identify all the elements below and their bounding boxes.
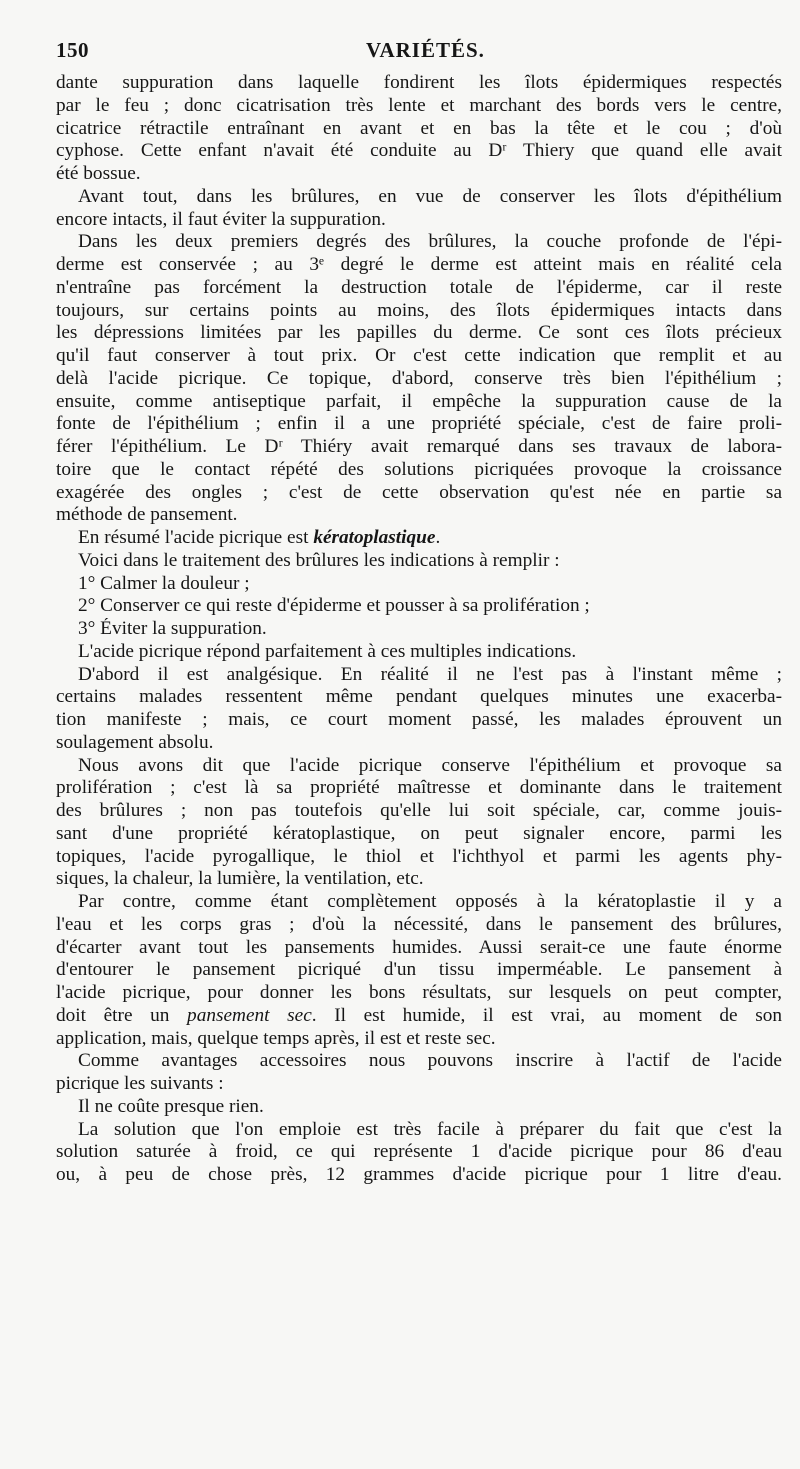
text-line: siques, la chaleur, la lumière, la ventilation, etc. bbox=[56, 868, 424, 890]
text-line: par le feu ; donc cicatrisation très lente et marchant des bords vers le centre, bbox=[56, 94, 782, 116]
body-text bbox=[56, 72, 782, 1187]
list-item: 2° Conserver ce qui reste d'épiderme et pousser à sa prolifération ; bbox=[78, 595, 590, 617]
text-segment: . Il est humide, il est vrai, au moment de son bbox=[311, 1004, 782, 1026]
emphasized-term: pansement sec bbox=[187, 1004, 312, 1026]
text-line: n'entraîne pas forcément la destruction totale de l'épiderme, car il reste bbox=[56, 276, 782, 298]
text-line: derme est conservée ; au 3ᵉ degré le derme est atteint mais en réalité cela bbox=[56, 254, 782, 275]
text-line: ou, à peu de chose près, 12 grammes d'acide picrique pour 1 litre d'eau. bbox=[56, 1164, 782, 1185]
text-line: Dans les deux premiers degrés des brûlures, la couche profonde de l'épi- bbox=[78, 231, 782, 253]
text-segment: . bbox=[435, 527, 441, 548]
text-line: les dépressions limitées par les papilles du derme. Ce sont ces îlots précieux bbox=[56, 322, 782, 344]
text-line-with-emphasis bbox=[56, 1005, 782, 1028]
list-item: 1° Calmer la douleur ; bbox=[78, 572, 250, 594]
text-line: fonte de l'épithélium ; enfin il a une propriété spéciale, c'est de faire proli- bbox=[56, 413, 782, 435]
text-line: cyphose. Cette enfant n'avait été conduite au Dʳ Thiery que quand elle avait bbox=[56, 140, 782, 162]
text-line: La solution que l'on emploie est très facile à préparer du fait que c'est la bbox=[78, 1118, 782, 1140]
text-line: delà l'acide picrique. Ce topique, d'abord, conserve très bien l'épithélium ; bbox=[56, 367, 782, 389]
text-line: Voici dans le traitement des brûlures les indications à remplir : bbox=[78, 549, 560, 571]
text-line: d'écarter avant tout les pansements humides. Aussi serait-ce une faute énorme bbox=[56, 936, 782, 958]
text-line: prolifération ; c'est là sa propriété maîtresse et dominante dans le traitement bbox=[56, 777, 782, 799]
text-line: Comme avantages accessoires nous pouvons inscrire à l'actif de l'acide bbox=[78, 1050, 782, 1072]
text-line: l'acide picrique, pour donner les bons résultats, sur lesquels on peut compter, bbox=[56, 982, 782, 1003]
text-line: Nous avons dit que l'acide picrique conserve l'épithélium et provoque sa bbox=[78, 754, 782, 776]
text-line: exagérée des ongles ; c'est de cette observation qu'est née en partie sa bbox=[56, 481, 782, 503]
text-line: été bossue. bbox=[56, 163, 141, 184]
text-line: cicatrice rétractile entraînant en avant et en bas la tête et le cou ; d'où bbox=[56, 117, 782, 139]
text-line: certains malades ressentent même pendant quelques minutes une exacerba- bbox=[56, 686, 782, 708]
list-item: 3° Éviter la suppuration. bbox=[78, 618, 267, 639]
text-line: toujours, sur certains points au moins, des îlots épidermiques intacts dans bbox=[56, 299, 782, 321]
text-line: l'eau et les corps gras ; d'où la nécessité, dans le pansement des brûlures, bbox=[56, 913, 782, 935]
text-line: L'acide picrique répond parfaitement à ces multiples indications. bbox=[78, 640, 577, 662]
text-segment: doit être un bbox=[56, 1004, 170, 1026]
text-line: topiques, l'acide pyrogallique, le thiol et l'ichthyol et parmi les agents phy- bbox=[56, 845, 782, 867]
text-line: toire que le contact répété des solutions picriquées provoque la croissance bbox=[56, 458, 782, 480]
text-line: application, mais, quelque temps après, il est et reste sec. bbox=[56, 1027, 496, 1049]
text-line: encore intacts, il faut éviter la suppuration. bbox=[56, 208, 386, 230]
text-line: solution saturée à froid, ce qui représente 1 d'acide picrique pour 86 d'eau bbox=[56, 1141, 782, 1163]
text-line: dante suppuration dans laquelle fondirent les îlots épidermiques respectés bbox=[56, 72, 782, 93]
text-line: férer l'épithélium. Le Dʳ Thiéry avait remarqué dans ses travaux de labora- bbox=[56, 436, 782, 457]
text-line: tion manifeste ; mais, ce court moment passé, les malades éprouvent un bbox=[56, 709, 782, 730]
text-line: D'abord il est analgésique. En réalité il ne l'est pas à l'instant même ; bbox=[78, 663, 782, 685]
text-line: des brûlures ; non pas toutefois qu'elle lui soit spéciale, car, comme jouis- bbox=[56, 800, 782, 821]
text-line: d'entourer le pansement picriqué d'un tissu imperméable. Le pansement à bbox=[56, 959, 782, 981]
text-line: soulagement absolu. bbox=[56, 731, 214, 753]
text-line: méthode de pansement. bbox=[56, 504, 238, 526]
text-line: Avant tout, dans les brûlures, en vue de conserver les îlots d'épithélium bbox=[78, 185, 782, 207]
running-title: VARIÉTÉS. bbox=[366, 38, 485, 62]
text-line: qu'il faut conserver à tout prix. Or c'est cette indication que remplit et au bbox=[56, 345, 782, 366]
page-header bbox=[56, 38, 776, 62]
text-line: sant d'une propriété kératoplastique, on peut signaler encore, parmi les bbox=[56, 822, 782, 844]
text-line: Il ne coûte presque rien. bbox=[78, 1095, 264, 1117]
text-line: picrique les suivants : bbox=[56, 1073, 224, 1094]
text-line-with-emphasis bbox=[56, 527, 782, 550]
text-segment: En résumé l'acide picrique est bbox=[78, 527, 309, 548]
page-number: 150 bbox=[56, 38, 89, 62]
emphasized-term: kératoplastique bbox=[313, 527, 436, 548]
text-line: ensuite, comme antiseptique parfait, il empêche la suppuration cause de la bbox=[56, 390, 782, 412]
text-line: Par contre, comme étant complètement opposés à la kératoplastie il y a bbox=[78, 891, 782, 912]
